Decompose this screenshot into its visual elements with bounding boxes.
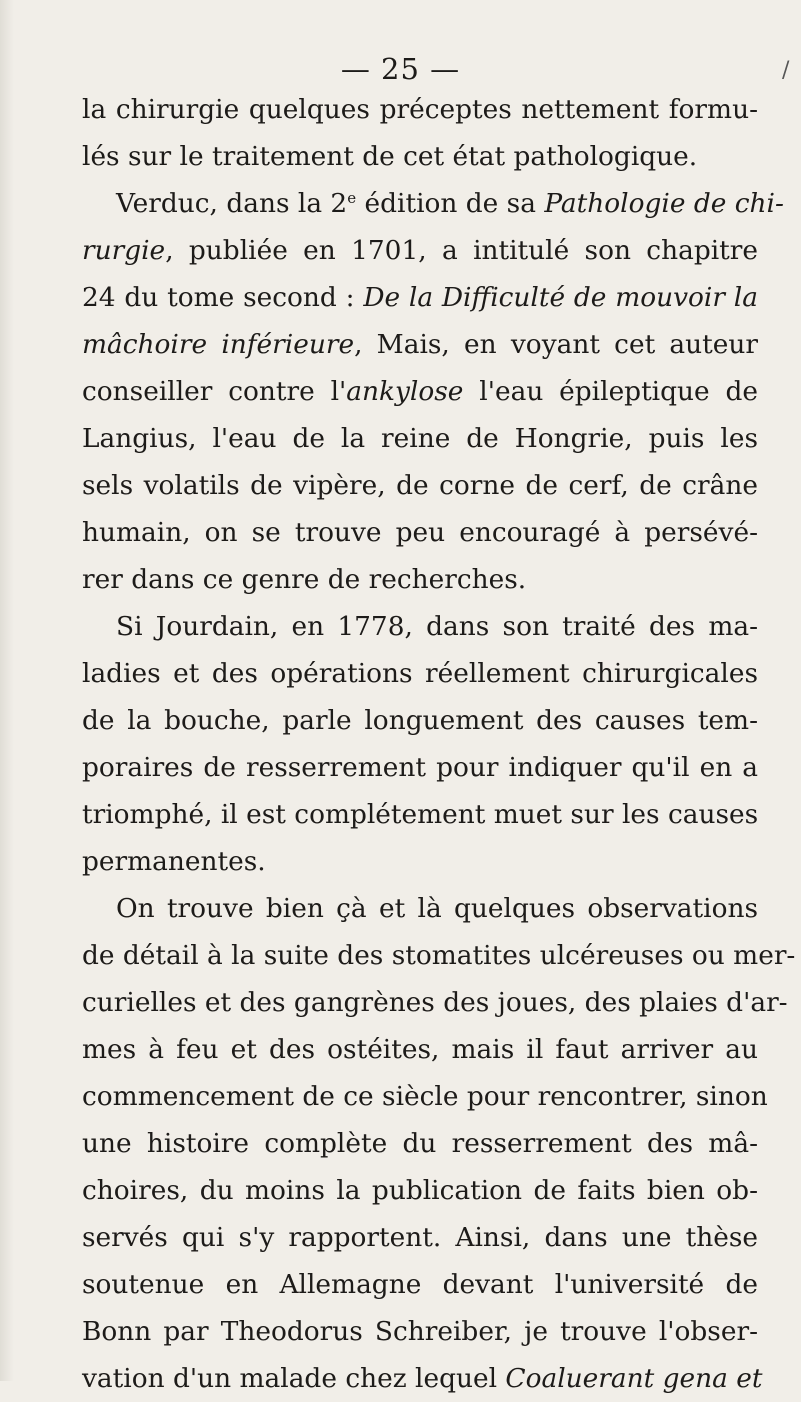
text-line: poraires de resserrement pour indiquer qu'il en a	[82, 752, 758, 783]
corner-mark: /	[782, 58, 790, 83]
page-number: — 25 —	[340, 52, 461, 86]
page-edge-shadow	[0, 0, 14, 1381]
text-line: servés qui s'y rapportent. Ainsi, dans une thèse	[82, 1222, 758, 1253]
italic-title: rurgie	[82, 235, 166, 266]
text-line: choires, du moins la publication de faits bien ob-	[82, 1175, 758, 1206]
text-line: la chirurgie quelques préceptes nettement formu-	[82, 94, 758, 125]
body-text	[82, 86, 796, 1402]
text-line: Bonn par Theodorus Schreiber, je trouve l'obser-	[82, 1316, 758, 1347]
text-line	[82, 227, 758, 274]
text-segment: édition de sa	[356, 188, 545, 219]
italic-title: De la Difficulté de mouvoir la	[363, 282, 758, 313]
text-line: lés sur le traitement de cet état pathologique.	[82, 141, 698, 172]
text-line	[82, 368, 758, 415]
text-segment: vation d'un malade chez lequel	[82, 1363, 506, 1394]
text-segment: conseiller contre l'	[82, 376, 347, 407]
text-segment: , publiée en 1701, a intitulé son chapitre	[165, 235, 758, 266]
text-line: humain, on se trouve peu encouragé à persévé-	[82, 517, 758, 548]
text-segment: Verduc, dans la 2	[116, 188, 348, 219]
text-line	[82, 1355, 763, 1402]
text-segment: 24 du tome second :	[82, 282, 364, 313]
italic-title: mâchoire inférieure	[82, 329, 355, 360]
superscript: e	[347, 189, 357, 207]
text-line: permanentes.	[82, 846, 266, 877]
italic-quote: Coaluerant gena et	[505, 1363, 763, 1394]
text-line: ladies et des opérations réellement chirurgicales	[82, 658, 758, 689]
text-line: de la bouche, parle longuement des causes tem-	[82, 705, 758, 736]
text-line: rer dans ce genre de recherches.	[82, 564, 527, 595]
text-line: mes à feu et des ostéites, mais il faut arriver au	[82, 1034, 758, 1065]
text-line: Langius, l'eau de la reine de Hongrie, puis les	[82, 423, 758, 454]
text-line: sels volatils de vipère, de corne de cerf, de crâne	[82, 470, 758, 501]
text-line: soutenue en Allemagne devant l'université de	[82, 1269, 758, 1300]
text-line: une histoire complète du resserrement des mâ-	[82, 1128, 758, 1159]
text-line: triomphé, il est complétement muet sur les causes	[82, 799, 759, 830]
text-line	[82, 321, 758, 368]
text-segment: , Mais, en voyant cet auteur	[354, 329, 758, 360]
text-line: Si Jourdain, en 1778, dans son traité des ma-	[116, 611, 758, 642]
text-line	[82, 180, 784, 227]
text-line	[82, 274, 758, 321]
text-line: curielles et des gangrènes des joues, des plaies d'ar-	[82, 987, 788, 1018]
italic-title: Pathologie de chi-	[544, 188, 784, 219]
italic-term: ankylose	[346, 376, 464, 407]
text-line: commencement de ce siècle pour rencontrer, sinon	[82, 1081, 768, 1112]
text-segment: l'eau épileptique de	[463, 376, 758, 407]
text-line: de détail à la suite des stomatites ulcéreuses ou mer-	[82, 940, 796, 971]
text-line: On trouve bien çà et là quelques observations	[116, 893, 758, 924]
